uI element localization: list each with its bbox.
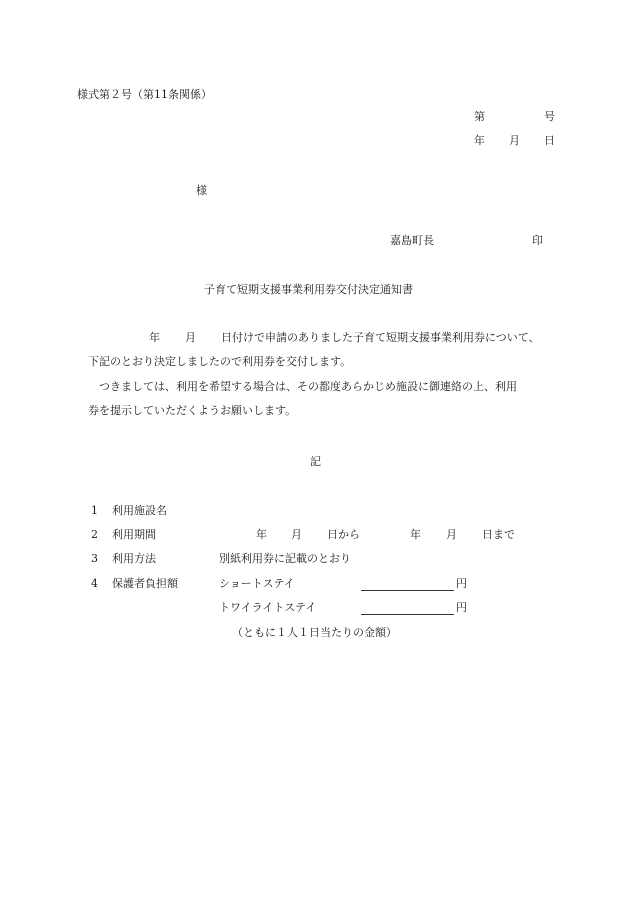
body-month: 月 <box>185 331 196 344</box>
amount-note: （ともに１人１日当たりの金額） <box>232 626 397 639</box>
item-number: 1 <box>91 504 98 517</box>
body-line-4: 券を提示していただくようお願いします。 <box>88 404 297 417</box>
body-line-1: 日付けで申請のありました子育て短期支援事業利用券について、 <box>221 331 540 344</box>
number-suffix: 号 <box>544 110 555 123</box>
short-stay-amount-line <box>361 590 454 591</box>
item-number: 3 <box>91 552 98 565</box>
short-stay-yen: 円 <box>456 577 467 590</box>
period-from-month: 月 <box>291 528 302 541</box>
issuer-seal: 印 <box>532 234 543 247</box>
twilight-stay-label: トワイライトステイ <box>219 601 317 614</box>
issuer-name: 嘉島町長 <box>390 234 434 247</box>
addressee-sama: 様 <box>196 184 207 197</box>
form-label: 様式第２号（第11条関係） <box>77 88 212 101</box>
item-label: 保護者負担額 <box>112 577 178 590</box>
date-month: 月 <box>509 134 520 147</box>
item-number: 2 <box>91 528 98 541</box>
period-from-day: 日から <box>327 528 360 541</box>
body-line-2: 下記のとおり決定しましたので利用券を交付します。 <box>88 355 352 368</box>
date-year: 年 <box>474 134 485 147</box>
twilight-stay-amount-line <box>361 614 454 615</box>
number-prefix: 第 <box>474 110 485 123</box>
period-to-day: 日まで <box>482 528 515 541</box>
period-to-year: 年 <box>410 528 421 541</box>
ki-heading: 記 <box>310 455 321 468</box>
item-label: 利用方法 <box>112 552 156 565</box>
twilight-stay-yen: 円 <box>456 601 467 614</box>
date-day: 日 <box>544 134 555 147</box>
document-title: 子育て短期支援事業利用券交付決定通知書 <box>204 283 413 296</box>
short-stay-label: ショートステイ <box>219 577 295 590</box>
item-label: 利用期間 <box>112 528 156 541</box>
usage-method-value: 別紙利用券に記載のとおり <box>219 552 351 565</box>
item-number: 4 <box>91 577 98 590</box>
body-line-3: つきましては、利用を希望する場合は、その都度あらかじめ施設に御連絡の上、利用 <box>99 380 517 393</box>
period-to-month: 月 <box>446 528 457 541</box>
body-year: 年 <box>149 331 160 344</box>
period-from-year: 年 <box>256 528 267 541</box>
item-label: 利用施設名 <box>112 504 167 517</box>
